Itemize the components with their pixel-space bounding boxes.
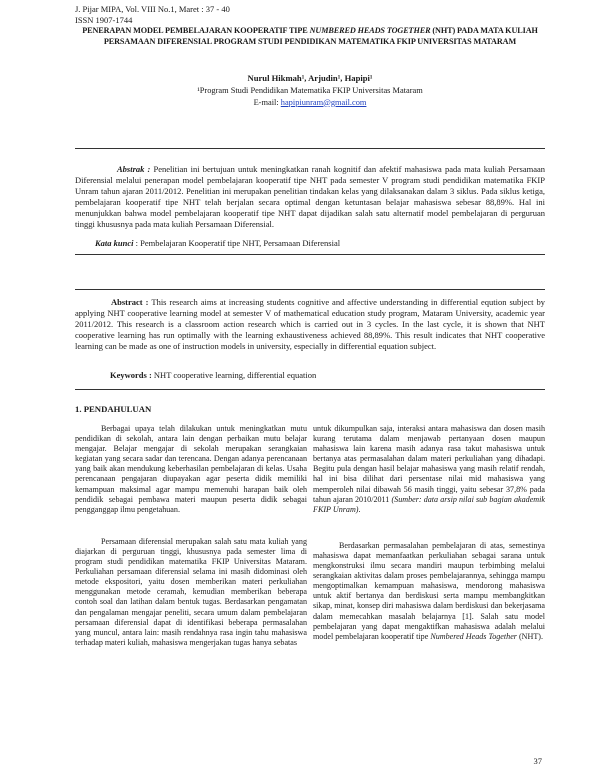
abstract-id-text: Penelitian ini bertujuan untuk meningkatkan ranah kognitif dan afektif mahasiswa pada mata kuliah Persamaan Diferensial melalui penerapan model pembelajaran kooperatif tipe NHT pada semester V program studi pendidikan matematika FKIP Unram tahun ajaran 2011/2012. Penelitian ini merupakan penelitian tindakan kelas yang dilaksanakan dalam 3 siklus. Pada siklus ketiga, pembelajaran kooperatif tipe NHT telah berjalan secara optimal dengan ketuntasan belajar mahasiswa sebesar 88,89%. Hal ini menunjukkan bahwa model pembelajaran kooperatif tipe NHT dapat dijadikan salah satu alternatif model pembelajaran di perguruan tinggi khususnya pada mata kuliah Persamaan Diferensial.	[75, 164, 545, 229]
section-heading: 1. PENDAHULUAN	[75, 404, 152, 414]
right-p2-text: Berdasarkan permasalahan pembelajaran di atas, semestinya mahasiswa dapat memanfaatkan perkuliahan sebagai sarana untuk mengkonstruksi ilmu secara mandiri maupun terbimbing melalui serangkaian aktivitas dalam proses pembelajarannya, sehingga mampu mengoptimalkan kemampuan mahasiswa, mendorong mahasiswa untuk aktif bertanya dan berdiskusi serta mampu membangkitkan sikap, minat, konsep diri mahasiswa dalam berdiskusi dan bekerjasama dalam memecahkan masalah belajarnya [1]. Salah satu model pembelajaran yang dapat mengaktifkan mahasiswa adalah melalui model pembelajaran kooperatif tipe	[313, 540, 545, 641]
journal-citation: J. Pijar MIPA, Vol. VIII No.1, Maret : 37 - 40	[75, 4, 230, 14]
keywords-indonesian	[95, 238, 340, 248]
left-paragraph-1: Berbagai upaya telah dilakukan untuk meningkatkan mutu pendidikan di sekolah, antara lain dengan perbaikan mutu belajar mengajar. Belajar mengajar di sekolah merupakan serangkaian kegiatan yang secara sadar dan terencana. Dengan adanya perencanaan yang baik akan mendukung keberhasilan pembelajaran di kelas. Usaha perencanaan pengajaran diupayakan agar peserta didik memiliki kemampuan maksimal agar mampu memenuhi harapan baik oleh pendidik sebagai pembawa materi maupun peserta didik sebagai pengganggap ilmu pengetahuan.	[75, 424, 307, 514]
left-paragraph-2: Persamaan diferensial merupakan salah satu mata kuliah yang diajarkan di perguruan tinggi, khususnya pada semester lima di program studi pendidikan matematika FKIP Universitas Mataram. Perkuliahan persamaan diferensial selama ini masih didominasi oleh metode ekspositori, yaitu dosen memberikan materi perkuliahan menggunakan metode ceramah, kemudian memberikan beberapa contoh soal dan latihan dalam bentuk tugas. Berdasarkan pengamatan dan pengalaman mengajar peneliti, secara umum dalam pembelajaran persamaan diferensial dapat di identifikasi beberapa permasalahan yang muncul, antara lain: masih rendahnya rasa ingin tahu mahasiswa terhadap materi kuliah, mahasiswa mengerjakan tugas hanya sebatas	[75, 536, 307, 647]
title-italic: NUMBERED HEADS TOGETHER	[309, 26, 431, 35]
divider-mid	[75, 254, 545, 255]
abstract-en-text: This research aims at increasing students cognitive and affective understanding in differential eqution subject by applying NHT cooperative learning model at semester V of mathematical education study program, Mataram University, academic year 2011/2012. This research is a classroom action research which is carried out in 3 cycles. In the last cycle, it is shown that NHT cooperative learning has run optimally with the learning exhaustiveness achieved 88,89%. This result indicates that NHT cooperative learning can be made as one of instruction models in university, especially in differential equation subject.	[75, 297, 545, 351]
affiliation-block	[75, 85, 545, 108]
right-p2-italic: Numbered Heads Together	[430, 631, 517, 641]
email-label: E-mail:	[253, 97, 281, 107]
abstract-en-label: Abstract :	[111, 297, 152, 307]
keywords-english	[110, 370, 316, 380]
title-part1: PENERAPAN MODEL PEMBELAJARAN KOOPERATIF TIPE	[82, 26, 310, 35]
page-number: 37	[533, 756, 542, 766]
keywords-en-text: NHT cooperative learning, differential equation	[153, 370, 317, 380]
right-column	[313, 424, 545, 654]
affiliation: ¹Program Studi Pendidikan Matematika FKIP Universitas Mataram	[197, 86, 423, 95]
email-line	[75, 97, 545, 109]
divider-en	[75, 289, 545, 290]
divider-top	[75, 148, 545, 149]
email-link[interactable]: hapipiunram@gmail.com	[280, 97, 367, 107]
right-p1-text: untuk dikumpulkan saja, interaksi antara mahasiswa dan dosen masih kurang terutama dalam menjawab pertanyaan dosen maupun mahasiswa lain karena masih adanya rasa takut mahasiswa untuk bertanya atas permasalahan dalam materi perkuliahan yang dihadapi. Begitu pula dengan hasil belajar mahasiswa yang masih relatif rendah, hal ini bisa dilihat dari persentase nilai mid mahasiswa yang memperoleh nilai dibawah 56 masih tinggi, yaitu sebesar 37,8% pada tahun ajaran 2010/2011	[313, 424, 545, 504]
right-p1-italic: (Sumber: data arsip nilai sub bagian akademik FKIP Unram)	[313, 494, 545, 514]
paper-title	[75, 25, 545, 47]
left-column	[75, 424, 307, 660]
keywords-en-label: Keywords :	[110, 370, 154, 380]
right-p2-end: (NHT).	[516, 631, 544, 641]
keywords-id-label: Kata kunci	[95, 238, 134, 248]
abstract-id-label: Abstrak :	[117, 164, 154, 174]
abstract-english	[75, 297, 545, 352]
title-part2: (NHT) PADA MATA KULIAH PERSAMAAN DIFERENSIAL PROGRAM STUDI PENDIDIKAN MATEMATIKA FKIP UNIVERSITAS MATARAM	[103, 26, 538, 46]
right-p1-end: .	[358, 504, 361, 514]
divider-bottom	[75, 389, 545, 390]
authors: Nurul Hikmah¹, Arjudin¹, Hapipi¹	[247, 73, 373, 83]
keywords-id-text: : Pembelajaran Kooperatif tipe NHT, Persamaan Diferensial	[135, 238, 341, 248]
right-paragraph-1	[313, 424, 545, 515]
right-paragraph-2	[313, 541, 545, 642]
abstract-indonesian	[75, 164, 545, 230]
issn: ISSN 1907-1744	[75, 15, 133, 25]
